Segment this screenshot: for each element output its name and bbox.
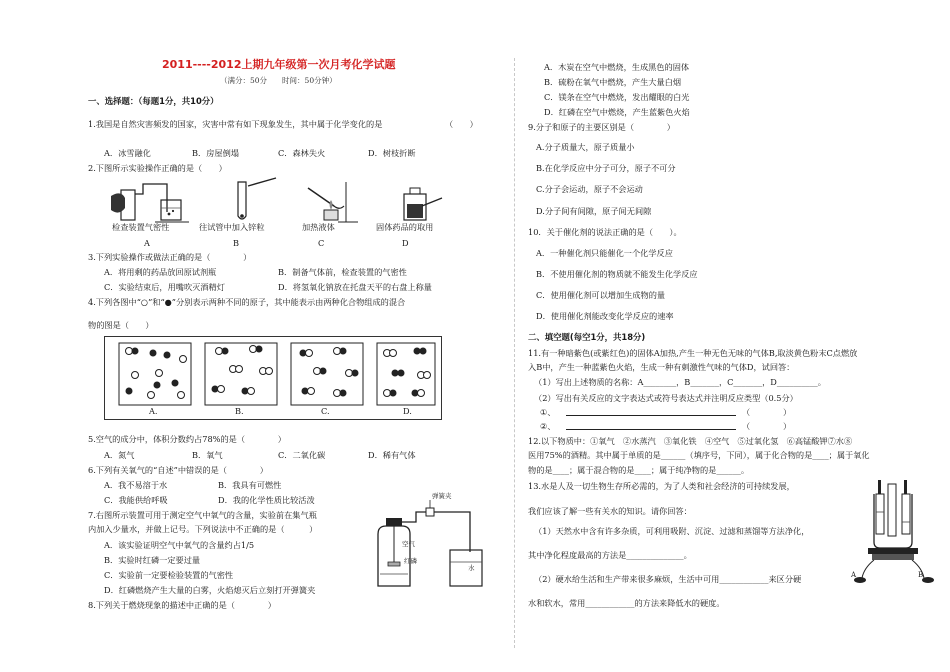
q3-option-c: C．实验结束后，用嘴吹灭酒精灯 [104, 282, 225, 292]
q11-answer1-paren: （ ） [742, 407, 792, 417]
q13-line1: 13.水是人及一切生物生存所必需的，为了人类和社会经济的可持续发展， [528, 481, 795, 491]
q1-paren: （ ） [445, 119, 478, 129]
q2-figure-heating-liquid [298, 178, 366, 224]
q8-option-d: D．红磷在空气中燃烧，产生蓝紫色火焰 [544, 107, 690, 117]
q6-option-b: B．我具有可燃性 [218, 480, 282, 490]
q8-option-c: C．镁条在空气中燃烧，发出耀眼的白光 [544, 92, 690, 102]
q5-stem: 5.空气的成分中，体积分数约占78%的是（ ） [88, 434, 286, 444]
q2-caption-b: 往试管中加入锌粒 [199, 222, 265, 232]
exam-title: 2011----2012上期九年级第一次月考化学试题 [162, 58, 396, 71]
q2-letter-d: D [402, 238, 409, 248]
q7-option-b: B．实验时红磷一定要过量 [104, 555, 201, 565]
q10-option-c: C．使用催化剂可以增加生成物的量 [536, 290, 666, 300]
q1-stem: 1.我国是自然灾害频发的国家，灾害中常有如下现象发生，其中属于化学变化的是 [88, 119, 383, 129]
column-divider [514, 58, 515, 648]
q2-letter-b: B [233, 238, 240, 248]
q7-label-water: 水 [468, 564, 475, 572]
q12-line2: 医用75%的酒精。其中属于单质的是______（填序号，下同），属于化合物的是____；属于氧化 [528, 450, 870, 460]
q9-option-c: C.分子会运动，原子不会运动 [536, 184, 643, 194]
q2-caption-a: 检查装置气密性 [112, 222, 170, 232]
q13-line4: 其中净化程度最高的方法是______________。 [528, 550, 692, 560]
q11-answer1-blank[interactable] [566, 406, 736, 416]
q13-line2: 我们应该了解一些有关水的知识。请你回答： [528, 506, 692, 516]
q2-stem: 2.下图所示实验操作正确的是（ ） [88, 163, 227, 173]
q13-line5: （2）硬水给生活和生产带来很多麻烦，生活中可用____________来区分硬 [534, 574, 802, 584]
q9-stem: 9.分子和原子的主要区别是（ ） [528, 122, 675, 132]
q2-caption-d: 固体药品的取用 [376, 222, 434, 232]
q10-option-a: A．一种催化剂只能催化一个化学反应 [536, 248, 673, 258]
q13-line3: （1）天然水中含有许多杂质，可利用吸附、沉淀、过滤和蒸馏等方法净化， [534, 526, 810, 536]
q4-letter-c: C. [321, 406, 330, 416]
q9-option-b: B.在化学反应中分子可分，原子不可分 [536, 163, 676, 173]
q10-option-b: B．不使用催化剂的物质就不能发生化学反应 [536, 269, 698, 279]
q6-stem: 6.下列有关氧气的“自述”中错误的是（ ） [88, 465, 268, 475]
q11-answer1-label: ①、 [540, 407, 556, 417]
q8-stem: 8.下列关于燃烧现象的描述中正确的是（ ） [88, 600, 276, 610]
q7-label-air: 空气 [402, 540, 415, 548]
q5-option-b: B．氧气 [192, 450, 223, 460]
q4-stem-line2: 物的图是（ ） [88, 320, 154, 330]
q11-line3: （1）写出上述物质的名称：A________，B_______，C_______，D__________。 [534, 377, 826, 387]
q7-stem-line2: 内加入少量水，并做上记号。下列说法中不正确的是（ ） [88, 524, 318, 534]
q11-answer2-blank[interactable] [566, 420, 736, 430]
q1-option-a: A．冰雪融化 [104, 148, 151, 158]
q6-option-c: C．我能供给呼吸 [104, 495, 168, 505]
q4-letter-d: D. [403, 406, 412, 416]
q7-option-a: A．该实验证明空气中氧气的含量约占1/5 [104, 540, 255, 550]
q10-option-d: D．使用催化剂能改变化学反应的速率 [536, 311, 674, 321]
q7-stem-line1: 7.右图所示装置可用于测定空气中氧气的含量，实验前在集气瓶 [88, 510, 317, 520]
q7-label-phosphorus: 红磷 [404, 557, 417, 565]
q6-option-d: D．我的化学性质比较活泼 [218, 495, 315, 505]
q7-label-clip: 弹簧夹 [432, 492, 452, 500]
q8-option-b: B．硫粉在氧气中燃烧，产生大量白烟 [544, 77, 682, 87]
q1-option-c: C．森林失火 [278, 148, 326, 158]
q7-apparatus-figure [366, 500, 486, 592]
q3-stem: 3.下列实验操作或做法正确的是（ ） [88, 252, 252, 262]
q13-label-a: A [851, 571, 857, 579]
section1-heading: 一、选择题：（每题1分，共10分） [88, 96, 219, 106]
q7-option-d: D．红磷燃烧产生大量的白雾，火焰熄灭后立刻打开弹簧夹 [104, 585, 316, 595]
q5-option-a: A．氮气 [104, 450, 135, 460]
q11-answer2-label: ②、 [540, 421, 556, 431]
q2-figure-taking-solid [398, 184, 446, 224]
q2-figure-airtightness [103, 180, 195, 226]
q2-letter-a: A [144, 238, 150, 248]
q12-line1: 12.以下物质中：①氧气 ②水蒸汽 ③氧化铁 ④空气 ⑤过氧化氢 ⑥高锰酸钾⑦水⑧ [528, 436, 853, 446]
q3-option-b: B．制备气体前，检查装置的气密性 [278, 267, 407, 277]
q2-figure-adding-zinc [228, 176, 284, 226]
q2-caption-c: 加热液体 [302, 222, 335, 232]
q4-letter-a: A. [149, 406, 158, 416]
q5-option-c: C．二氧化碳 [278, 450, 326, 460]
q13-line6: 水和软水，常用____________的方法来降低水的硬度。 [528, 598, 725, 608]
q8-option-a: A．木炭在空气中燃烧，生成黑色的固体 [544, 62, 690, 72]
q11-answer2-paren: （ ） [742, 421, 792, 431]
q4-figure-box [104, 336, 442, 420]
q11-line1: 11.有一种暗紫色(或紫红色)的固体A加热,产生一种无色无味的气体B,取淡黄色粉末C点燃放 [528, 348, 858, 358]
q12-line3: 物的是____；属于混合物的是____；属于纯净物的是______。 [528, 465, 750, 475]
q10-stem: 10．关于催化剂的说法正确的是（ ）。 [528, 227, 682, 237]
q9-option-d: D.分子间有间隙，原子间无间隙 [536, 206, 652, 216]
q7-option-c: C．实验前一定要检验装置的气密性 [104, 570, 234, 580]
q6-option-a: A．我不易溶于水 [104, 480, 168, 490]
exam-subtitle: （满分：50分 时间：50分钟） [220, 76, 337, 85]
q9-option-a: A.分子质量大，原子质量小 [536, 142, 635, 152]
section2-heading: 二、填空题(每空1分，共18分) [528, 332, 646, 342]
q13-label-b: B [918, 571, 924, 579]
q1-option-b: B．房屋倒塌 [192, 148, 239, 158]
q3-option-d: D．将氢氧化钠放在托盘天平的右盘上称量 [278, 282, 432, 292]
q3-option-a: A．将用剩的药品放回原试剂瓶 [104, 267, 217, 277]
q4-stem-line1: 4.下列各图中“○”和“●”分别表示两种不同的原子，其中能表示由两种化合物组成的混合 [88, 297, 406, 307]
q13-electrolysis-figure [848, 478, 940, 586]
q2-letter-c: C [318, 238, 325, 248]
q5-option-d: D．稀有气体 [368, 450, 416, 460]
q11-line4: （2）写出有关反应的文字表达式或符号表达式并注明反应类型（0.5分） [534, 393, 798, 403]
q4-letter-b: B. [235, 406, 244, 416]
q1-option-d: D．树枝折断 [368, 148, 416, 158]
q11-line2: 入B中，产生一种蓝紫色火焰，生成一种有刺激性气味的气体D，试回答： [528, 362, 795, 372]
